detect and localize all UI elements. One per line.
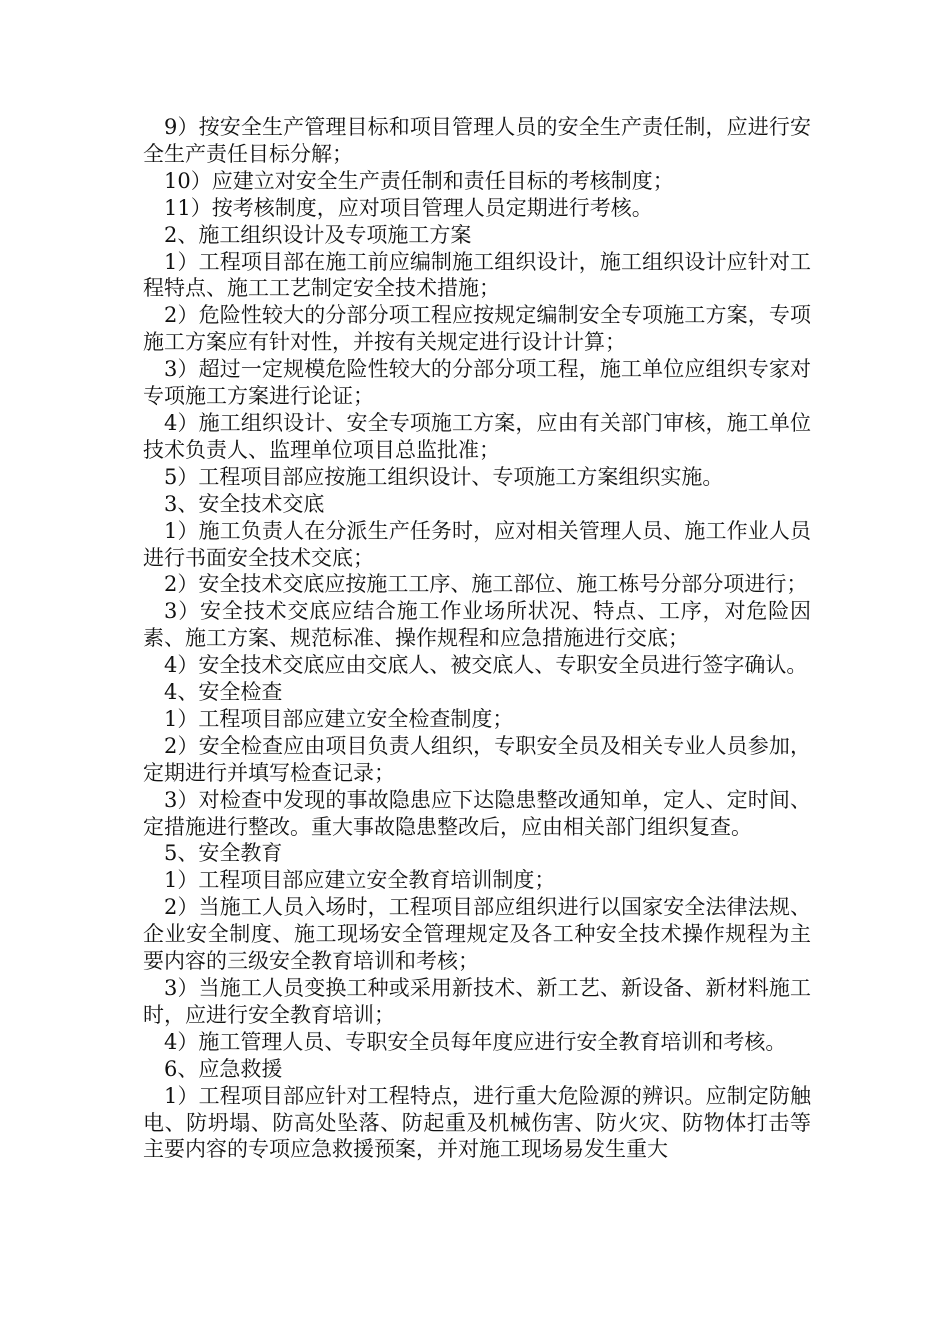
- paragraph-briefing-4: 4）安全技术交底应由交底人、被交底人、专职安全员进行签字确认。: [164, 653, 808, 678]
- paragraph-plan-5: 5）工程项目部应按施工组织设计、专项施工方案组织实施。: [164, 464, 724, 489]
- paragraph-inspection-1: 1）工程项目部应建立安全检查制度；: [164, 706, 514, 731]
- section-heading-emergency-rescue: 6、应急救援: [164, 1056, 283, 1081]
- document-body: [143, 114, 811, 1163]
- paragraph-plan-1: 1）工程项目部在施工前应编制施工组织设计，施工组织设计应针对工程特点、施工工艺制定安全技术措施；: [143, 249, 811, 301]
- paragraph-rescue-1: 1）工程项目部应针对工程特点，进行重大危险源的辨识。应制定防触电、防坍塌、防高处坠落、防起重及机械伤害、防火灾、防物体打击等主要内容的专项应急救援预案，并对施工现场易发生重大: [143, 1083, 811, 1162]
- section-heading-safety-education: 5、安全教育: [164, 841, 283, 866]
- paragraph-briefing-2: 2）安全技术交底应按施工工序、施工部位、施工栋号分部分项进行；: [164, 572, 808, 597]
- paragraph-briefing-1: 1）施工负责人在分派生产任务时，应对相关管理人员、施工作业人员进行书面安全技术交底；: [143, 518, 811, 570]
- paragraph-inspection-2: 2）安全检查应由项目负责人组织，专职安全员及相关专业人员参加，定期进行并填写检查记录；: [143, 733, 811, 785]
- paragraph-education-2: 2）当施工人员入场时，工程项目部应组织进行以国家安全法律法规、企业安全制度、施工现场安全管理规定及各工种安全技术操作规程为主要内容的三级安全教育培训和考核；: [143, 895, 811, 974]
- paragraph-item-11: 11）按考核制度，应对项目管理人员定期进行考核。: [164, 195, 653, 220]
- paragraph-inspection-3: 3）对检查中发现的事故隐患应下达隐患整改通知单，定人、定时间、定措施进行整改。重大事故隐患整改后，应由相关部门组织复查。: [143, 787, 811, 839]
- paragraph-item-10: 10）应建立对安全生产责任制和责任目标的考核制度；: [164, 168, 674, 193]
- paragraph-education-3: 3）当施工人员变换工种或采用新技术、新工艺、新设备、新材料施工时，应进行安全教育培训；: [143, 976, 811, 1027]
- paragraph-plan-4: 4）施工组织设计、安全专项施工方案，应由有关部门审核，施工单位技术负责人、监理单位项目总监批准；: [143, 410, 811, 462]
- section-heading-safety-briefing: 3、安全技术交底: [164, 491, 325, 516]
- paragraph-education-4: 4）施工管理人员、专职安全员每年度应进行安全教育培训和考核。: [164, 1029, 787, 1054]
- section-heading-construction-plan: 2、施工组织设计及专项施工方案: [164, 222, 472, 247]
- paragraph-plan-2: 2）危险性较大的分部分项工程应按规定编制安全专项施工方案，专项施工方案应有针对性，并按有关规定进行设计计算；: [143, 303, 811, 355]
- paragraph-plan-3: 3）超过一定规模危险性较大的分部分项工程，施工单位应组织专家对专项施工方案进行论证；: [143, 357, 811, 409]
- paragraph-item-9: 9）按安全生产管理目标和项目管理人员的安全生产责任制，应进行安全生产责任目标分解；: [143, 115, 811, 166]
- paragraph-briefing-3: 3）安全技术交底应结合施工作业场所状况、特点、工序，对危险因素、施工方案、规范标准、操作规程和应急措施进行交底；: [143, 599, 811, 651]
- section-heading-safety-inspection: 4、安全检查: [164, 680, 283, 705]
- paragraph-education-1: 1）工程项目部应建立安全教育培训制度；: [164, 868, 556, 893]
